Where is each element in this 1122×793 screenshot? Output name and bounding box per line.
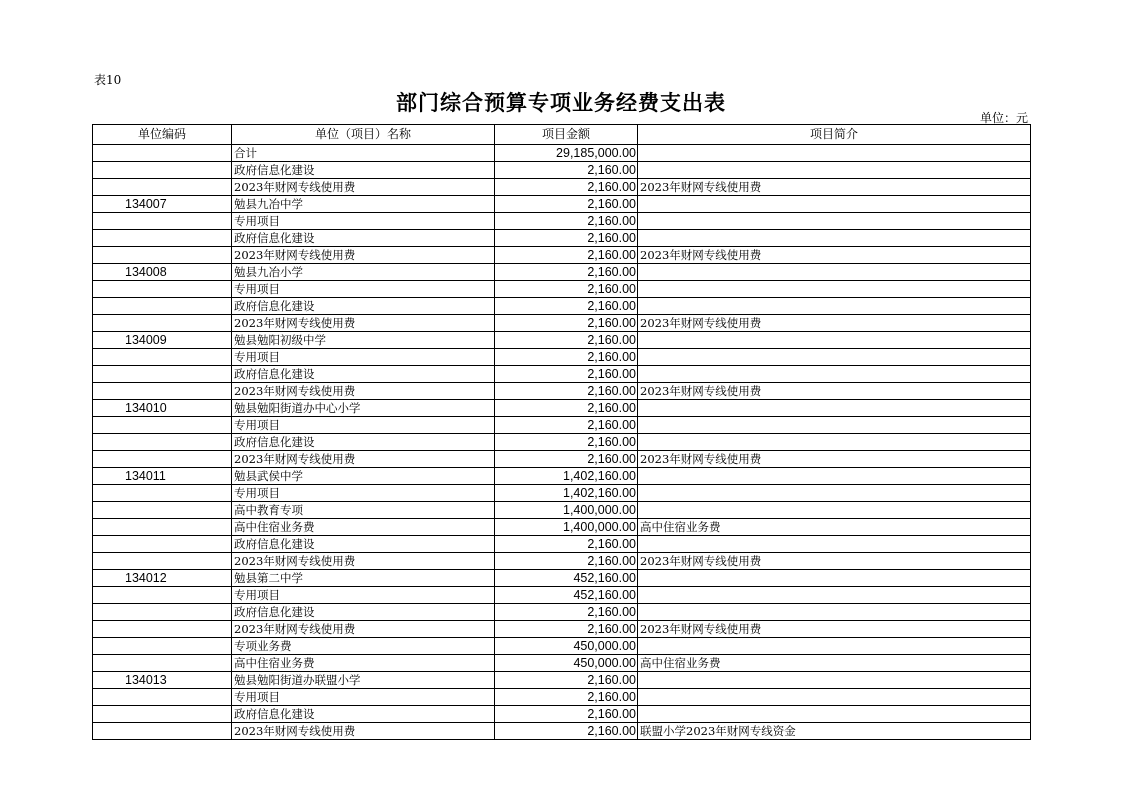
table-row (93, 298, 1031, 315)
amount-cell: 452,160.00 (495, 570, 638, 587)
unit-code-cell (93, 553, 232, 570)
table-row (93, 213, 1031, 230)
unit-name-cell: 勉县九冶中学 (232, 196, 495, 213)
amount-cell: 1,402,160.00 (495, 468, 638, 485)
description-cell (638, 196, 1031, 213)
unit-name-cell: 政府信息化建设 (232, 366, 495, 383)
unit-name-cell: 勉县第二中学 (232, 570, 495, 587)
table-row (93, 587, 1031, 604)
description-cell: 高中住宿业务费 (638, 519, 1031, 536)
unit-name-cell: 高中住宿业务费 (232, 519, 495, 536)
description-cell (638, 400, 1031, 417)
description-cell (638, 162, 1031, 179)
unit-code-cell: 134007 (93, 196, 232, 213)
description-cell: 2023年财网专线使用费 (638, 621, 1031, 638)
unit-name-cell: 专用项目 (232, 587, 495, 604)
table-row (93, 383, 1031, 400)
unit-code-cell: 134013 (93, 672, 232, 689)
description-cell: 2023年财网专线使用费 (638, 553, 1031, 570)
unit-code-cell (93, 451, 232, 468)
unit-code-cell (93, 655, 232, 672)
unit-code-cell (93, 383, 232, 400)
table-row (93, 655, 1031, 672)
description-cell (638, 502, 1031, 519)
amount-cell: 2,160.00 (495, 672, 638, 689)
table-row (93, 621, 1031, 638)
unit-code-cell (93, 638, 232, 655)
description-cell (638, 264, 1031, 281)
document-title: 部门综合预算专项业务经费支出表 (396, 90, 726, 115)
table-row (93, 417, 1031, 434)
unit-code-cell (93, 502, 232, 519)
unit-name-cell: 勉县九冶小学 (232, 264, 495, 281)
amount-cell: 2,160.00 (495, 247, 638, 264)
unit-name-cell: 2023年财网专线使用费 (232, 247, 495, 264)
description-cell (638, 145, 1031, 162)
description-cell (638, 689, 1031, 706)
column-header-amount: 项目金额 (495, 125, 638, 145)
table-row (93, 281, 1031, 298)
amount-cell: 1,402,160.00 (495, 485, 638, 502)
description-cell (638, 468, 1031, 485)
unit-name-cell: 2023年财网专线使用费 (232, 451, 495, 468)
amount-cell: 2,160.00 (495, 264, 638, 281)
amount-cell: 450,000.00 (495, 655, 638, 672)
unit-code-cell (93, 213, 232, 230)
table-row (93, 706, 1031, 723)
unit-code-cell (93, 298, 232, 315)
unit-name-cell: 政府信息化建设 (232, 706, 495, 723)
amount-cell: 2,160.00 (495, 213, 638, 230)
unit-code-cell (93, 366, 232, 383)
unit-name-cell: 专用项目 (232, 417, 495, 434)
unit-code-cell (93, 536, 232, 553)
table-row (93, 638, 1031, 655)
description-cell (638, 706, 1031, 723)
unit-code-cell (93, 247, 232, 264)
unit-name-cell: 专用项目 (232, 281, 495, 298)
description-cell (638, 485, 1031, 502)
table-row (93, 519, 1031, 536)
amount-cell: 2,160.00 (495, 689, 638, 706)
description-cell (638, 230, 1031, 247)
amount-cell: 2,160.00 (495, 553, 638, 570)
amount-cell: 2,160.00 (495, 281, 638, 298)
description-cell (638, 349, 1031, 366)
unit-code-cell: 134010 (93, 400, 232, 417)
amount-cell: 2,160.00 (495, 451, 638, 468)
unit-code-cell (93, 723, 232, 740)
table-row (93, 366, 1031, 383)
unit-code-cell (93, 281, 232, 298)
amount-cell: 2,160.00 (495, 298, 638, 315)
table-row (93, 400, 1031, 417)
unit-code-cell (93, 162, 232, 179)
table-row (93, 349, 1031, 366)
column-header-unit-code: 单位编码 (93, 125, 232, 145)
unit-code-cell (93, 145, 232, 162)
description-cell (638, 587, 1031, 604)
unit-code-cell (93, 621, 232, 638)
table-row (93, 451, 1031, 468)
table-row (93, 247, 1031, 264)
amount-cell: 2,160.00 (495, 179, 638, 196)
unit-name-cell: 勉县武侯中学 (232, 468, 495, 485)
description-cell (638, 281, 1031, 298)
unit-name-cell: 政府信息化建设 (232, 536, 495, 553)
description-cell (638, 417, 1031, 434)
amount-cell: 2,160.00 (495, 332, 638, 349)
description-cell (638, 672, 1031, 689)
amount-cell: 2,160.00 (495, 383, 638, 400)
description-cell (638, 213, 1031, 230)
description-cell (638, 604, 1031, 621)
unit-code-cell (93, 706, 232, 723)
table-body (93, 145, 1031, 740)
table-row (93, 723, 1031, 740)
amount-cell: 2,160.00 (495, 417, 638, 434)
description-cell (638, 570, 1031, 587)
unit-code-cell (93, 434, 232, 451)
table-row (93, 485, 1031, 502)
unit-code-cell (93, 179, 232, 196)
description-cell (638, 366, 1031, 383)
description-cell: 高中住宿业务费 (638, 655, 1031, 672)
unit-name-cell: 勉县勉阳初级中学 (232, 332, 495, 349)
table-row (93, 196, 1031, 213)
amount-cell: 450,000.00 (495, 638, 638, 655)
unit-name-cell: 高中住宿业务费 (232, 655, 495, 672)
unit-name-cell: 合计 (232, 145, 495, 162)
description-cell (638, 638, 1031, 655)
description-cell (638, 434, 1031, 451)
table-row (93, 162, 1031, 179)
unit-name-cell: 专用项目 (232, 213, 495, 230)
table-row (93, 468, 1031, 485)
unit-code-cell (93, 485, 232, 502)
description-cell: 2023年财网专线使用费 (638, 179, 1031, 196)
amount-cell: 1,400,000.00 (495, 502, 638, 519)
table-row (93, 315, 1031, 332)
unit-code-cell (93, 417, 232, 434)
amount-cell: 452,160.00 (495, 587, 638, 604)
unit-code-cell (93, 587, 232, 604)
amount-cell: 29,185,000.00 (495, 145, 638, 162)
unit-name-cell: 2023年财网专线使用费 (232, 723, 495, 740)
table-row (93, 332, 1031, 349)
unit-code-cell (93, 519, 232, 536)
table-row (93, 604, 1031, 621)
unit-name-cell: 2023年财网专线使用费 (232, 179, 495, 196)
table-header-row (93, 125, 1031, 145)
column-header-unit-name: 单位（项目）名称 (232, 125, 495, 145)
unit-name-cell: 专用项目 (232, 689, 495, 706)
amount-cell: 2,160.00 (495, 349, 638, 366)
unit-code-cell (93, 315, 232, 332)
unit-code-cell (93, 604, 232, 621)
unit-name-cell: 政府信息化建设 (232, 434, 495, 451)
table-row (93, 434, 1031, 451)
table-row (93, 536, 1031, 553)
amount-cell: 2,160.00 (495, 723, 638, 740)
unit-name-cell: 政府信息化建设 (232, 604, 495, 621)
unit-name-cell: 专用项目 (232, 349, 495, 366)
amount-cell: 1,400,000.00 (495, 519, 638, 536)
unit-name-cell: 政府信息化建设 (232, 298, 495, 315)
table-row (93, 689, 1031, 706)
expenditure-table (92, 124, 1031, 740)
amount-cell: 2,160.00 (495, 400, 638, 417)
unit-name-cell: 2023年财网专线使用费 (232, 553, 495, 570)
amount-cell: 2,160.00 (495, 162, 638, 179)
description-cell: 联盟小学2023年财网专线资金 (638, 723, 1031, 740)
amount-cell: 2,160.00 (495, 536, 638, 553)
column-header-description: 项目简介 (638, 125, 1031, 145)
amount-cell: 2,160.00 (495, 230, 638, 247)
unit-label: 单位：元 (979, 111, 1028, 125)
description-cell (638, 536, 1031, 553)
unit-name-cell: 2023年财网专线使用费 (232, 621, 495, 638)
unit-code-cell: 134011 (93, 468, 232, 485)
table-row (93, 264, 1031, 281)
amount-cell: 2,160.00 (495, 315, 638, 332)
unit-code-cell (93, 689, 232, 706)
unit-code-cell: 134008 (93, 264, 232, 281)
amount-cell: 2,160.00 (495, 434, 638, 451)
amount-cell: 2,160.00 (495, 706, 638, 723)
unit-name-cell: 勉县勉阳街道办联盟小学 (232, 672, 495, 689)
description-cell: 2023年财网专线使用费 (638, 383, 1031, 400)
description-cell: 2023年财网专线使用费 (638, 315, 1031, 332)
amount-cell: 2,160.00 (495, 621, 638, 638)
table-row (93, 672, 1031, 689)
unit-name-cell: 2023年财网专线使用费 (232, 383, 495, 400)
table-row (93, 553, 1031, 570)
table-row (93, 230, 1031, 247)
description-cell (638, 332, 1031, 349)
table-row (93, 502, 1031, 519)
amount-cell: 2,160.00 (495, 196, 638, 213)
table-row (93, 145, 1031, 162)
unit-name-cell: 勉县勉阳街道办中心小学 (232, 400, 495, 417)
amount-cell: 2,160.00 (495, 604, 638, 621)
unit-name-cell: 专项业务费 (232, 638, 495, 655)
unit-code-cell (93, 230, 232, 247)
description-cell: 2023年财网专线使用费 (638, 247, 1031, 264)
amount-cell: 2,160.00 (495, 366, 638, 383)
description-cell: 2023年财网专线使用费 (638, 451, 1031, 468)
table-row (93, 570, 1031, 587)
unit-name-cell: 政府信息化建设 (232, 162, 495, 179)
unit-name-cell: 专用项目 (232, 485, 495, 502)
unit-name-cell: 2023年财网专线使用费 (232, 315, 495, 332)
table-row (93, 179, 1031, 196)
unit-name-cell: 高中教育专项 (232, 502, 495, 519)
unit-code-cell: 134009 (93, 332, 232, 349)
description-cell (638, 298, 1031, 315)
unit-code-cell: 134012 (93, 570, 232, 587)
unit-code-cell (93, 349, 232, 366)
table-number-label: 表10 (94, 73, 122, 87)
unit-name-cell: 政府信息化建设 (232, 230, 495, 247)
